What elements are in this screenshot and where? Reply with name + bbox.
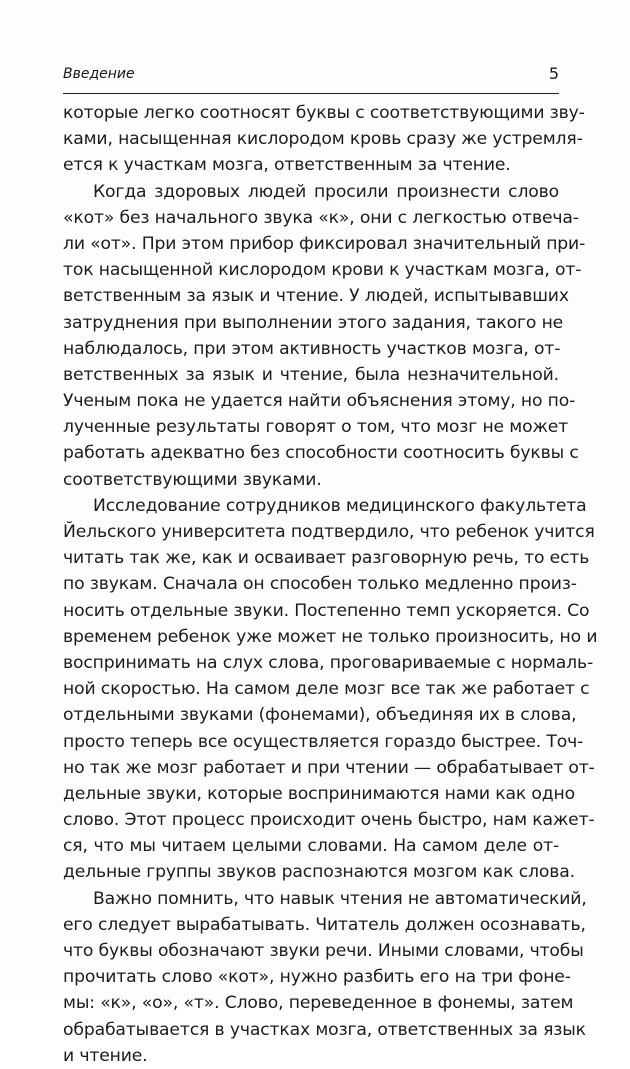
text-line: ветственным за язык и чтение. У людей, испытывавших <box>63 286 569 307</box>
paragraph <box>63 493 598 886</box>
running-head <box>63 66 559 88</box>
text-line: лученные результаты говорят о том, что мозг не может <box>63 417 569 438</box>
text-line: носить отдельные звуки. Постепенно темп ускоряется. Со <box>63 600 590 621</box>
text-line: прочитать слово «кот», нужно разбить его на три фоне- <box>63 967 571 988</box>
text-line: что буквы обозначают звуки речи. Иными словами, чтобы <box>63 941 584 961</box>
text-line: «кот» без начального звука «к», они с легкостью отвеча- <box>63 207 579 228</box>
header-rule <box>63 93 559 94</box>
text-line: по звукам. Сначала он способен только медленно произ- <box>63 574 577 595</box>
paragraph <box>63 100 585 179</box>
paragraph <box>63 886 587 1069</box>
section-title: Введение <box>63 66 135 82</box>
text-line: Ученым пока не удается найти объяснения этому, но по- <box>63 391 576 412</box>
text-line: читать так же, как и осваивает разговорную речь, то есть <box>63 548 590 569</box>
text-line: ками, насыщенная кислородом кровь сразу же устремля- <box>63 129 583 150</box>
text-line: Когда здоровых людей просили произнести слово <box>93 181 559 202</box>
text-line: обрабатывается в участках мозга, ответственных за язык <box>63 1019 586 1040</box>
text-line: которые легко соотносят буквы с соответствующими зву- <box>63 103 585 123</box>
paragraph <box>63 179 586 493</box>
text-line: и чтение. <box>63 1045 148 1066</box>
body-text <box>63 100 598 1069</box>
text-line: наблюдалось, при этом активность участков мозга, от- <box>63 338 561 359</box>
text-line: затруднения при выполнении этого задания, такого не <box>63 312 564 333</box>
text-line: Важно помнить, что навык чтения не автоматический, <box>93 888 587 909</box>
text-line: ется к участкам мозга, ответственным за чтение. <box>63 155 511 176</box>
page-number: 5 <box>548 64 559 83</box>
text-line: Исследование сотрудников медицинского факультета <box>93 495 587 516</box>
text-line: слово. Этот процесс происходит очень быстро, нам кажет- <box>63 810 595 831</box>
text-line: воспринимать на слух слова, проговариваемые с нормаль- <box>63 652 593 673</box>
text-line: соответствующими звуками. <box>63 469 322 490</box>
text-line: Йельского университета подтвердило, что ребенок учится <box>63 522 595 542</box>
text-line: но так же мозг работает и при чтении — обрабатывает от- <box>63 757 595 778</box>
text-line: временем ребенок уже может не только произносить, но и <box>63 626 598 647</box>
text-line: его следует вырабатывать. Читатель должен осознавать, <box>63 914 586 935</box>
text-line: дельные группы звуков распознаются мозгом как слова. <box>63 862 575 883</box>
text-line: ток насыщенной кислородом крови к участкам мозга, от- <box>63 260 582 281</box>
text-line: ветственных за язык и чтение, была незначительной. <box>63 364 559 385</box>
text-line: ной скоростью. На самом деле мозг все так же работает с <box>63 679 590 700</box>
text-line: ли «от». При этом прибор фиксировал значительный при- <box>63 233 586 254</box>
text-line: отдельными звуками (фонемами), объединяя их в слова, <box>63 705 577 726</box>
text-line: работать адекватно без способности соотносить буквы с <box>63 443 579 464</box>
text-line: просто теперь все осуществляется гораздо быстрее. Точ- <box>63 731 584 752</box>
text-line: мы: «к», «о», «т». Слово, переведенное в фонемы, затем <box>63 993 574 1014</box>
text-line: дельные звуки, которые воспринимаются нами как одно <box>63 783 575 804</box>
text-line: ся, что мы читаем целыми словами. На самом деле от- <box>63 836 559 857</box>
